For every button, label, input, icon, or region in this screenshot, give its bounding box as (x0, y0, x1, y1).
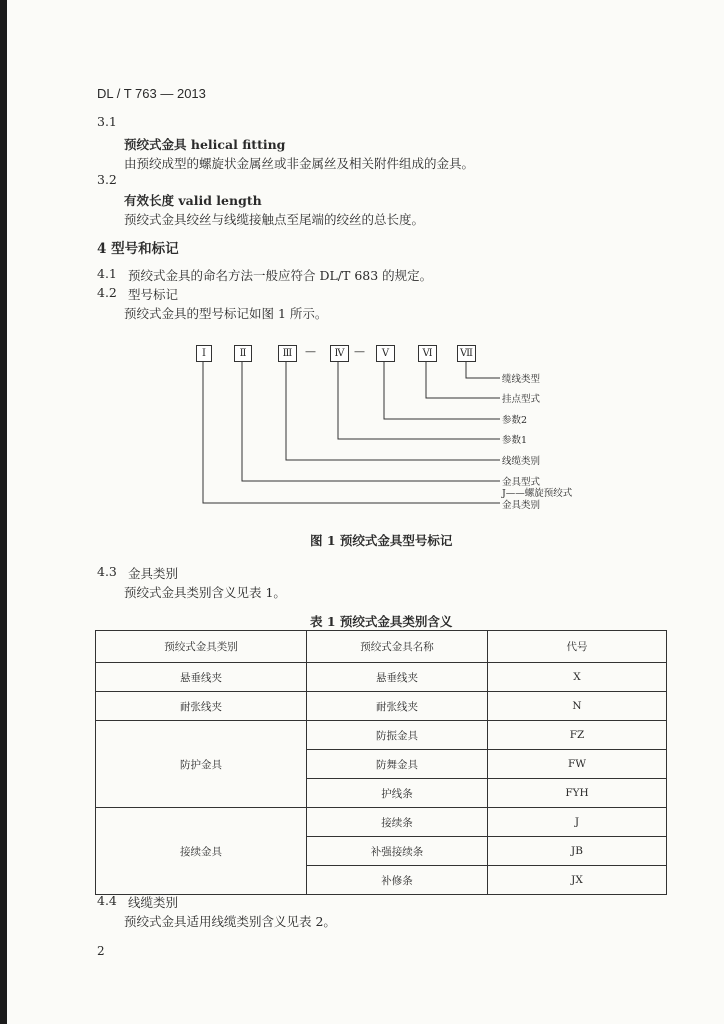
clause-4-3-text: 预绞式金具类别含义见表 1。 (124, 585, 286, 600)
clause-4-1-text: 预绞式金具的命名方法一般应符合 DL/T 683 的规定。 (128, 268, 433, 283)
table-header-name: 预绞式金具名称 (307, 631, 488, 663)
table-cell-code: FYH (488, 779, 667, 808)
box-roman-7: Ⅶ (457, 345, 476, 362)
table-cell-name: 补修条 (307, 866, 488, 895)
clause-3-1-term: 预绞式金具 helical fitting (124, 137, 286, 152)
page-number: 2 (97, 944, 105, 958)
clause-3-2-term: 有效长度 valid length (124, 193, 262, 208)
table-cell-category: 防护金具 (96, 721, 307, 808)
table-1 (95, 630, 667, 895)
box-roman-3: Ⅲ (278, 345, 297, 362)
table-cell-code: JX (488, 866, 667, 895)
table-cell-name: 耐张线夹 (307, 692, 488, 721)
separator-dash-1: — (305, 345, 316, 358)
clause-3-2-definition: 预绞式金具绞丝与线缆接触点至尾端的绞丝的总长度。 (124, 212, 425, 227)
table-row (96, 663, 667, 692)
clause-4-2-number: 4.2 (97, 285, 117, 300)
table-cell-code: N (488, 692, 667, 721)
label-helical-preformed: J——螺旋预绞式 (502, 488, 573, 499)
clause-4-4-title: 线缆类别 (128, 895, 179, 910)
table-cell-code: X (488, 663, 667, 692)
clause-4-2-title: 型号标记 (128, 287, 179, 302)
table-row (96, 692, 667, 721)
table-cell-name: 防振金具 (307, 721, 488, 750)
label-fitting-category: 金具类别 (502, 500, 541, 511)
table-cell-name: 防舞金具 (307, 750, 488, 779)
clause-4-4-text: 预绞式金具适用线缆类别含义见表 2。 (124, 914, 336, 929)
label-parameter-1: 参数1 (502, 435, 528, 446)
table-cell-name: 护线条 (307, 779, 488, 808)
box-roman-6: Ⅵ (418, 345, 437, 362)
table-cell-category: 耐张线夹 (96, 692, 307, 721)
table-cell-code: JB (488, 837, 667, 866)
table-cell-category: 悬垂线夹 (96, 663, 307, 692)
table-header-category: 预绞式金具类别 (96, 631, 307, 663)
label-cable-category: 线缆类别 (502, 456, 541, 467)
clause-4-3-number: 4.3 (97, 564, 117, 579)
separator-dash-2: — (354, 345, 365, 358)
table-1-caption: 表 1 预绞式金具类别含义 (310, 614, 453, 629)
clause-4-3-title: 金具类别 (128, 566, 179, 581)
table-cell-name: 补强接续条 (307, 837, 488, 866)
clause-3-1-definition: 由预绞成型的螺旋状金属丝或非金属丝及相关附件组成的金具。 (124, 156, 475, 171)
label-cable-type: 缆线类型 (502, 374, 541, 385)
box-roman-4: Ⅳ (330, 345, 349, 362)
table-row (96, 808, 667, 837)
table-cell-name: 接续条 (307, 808, 488, 837)
clause-4-4-number: 4.4 (97, 893, 117, 908)
box-roman-1: Ⅰ (196, 345, 212, 362)
box-roman-2: Ⅱ (234, 345, 252, 362)
table-row (96, 721, 667, 750)
label-hanging-point-type: 挂点型式 (502, 394, 541, 405)
box-roman-5: Ⅴ (376, 345, 395, 362)
figure-1-caption: 图 1 预绞式金具型号标记 (310, 533, 453, 548)
section-4-title: 4 型号和标记 (97, 241, 179, 257)
clause-3-2-number: 3.2 (97, 172, 117, 187)
clause-4-1-number: 4.1 (97, 266, 117, 281)
label-parameter-2: 参数2 (502, 415, 528, 426)
clause-4-2-text: 预绞式金具的型号标记如图 1 所示。 (124, 306, 328, 321)
table-cell-code: FW (488, 750, 667, 779)
label-fitting-form: 金具型式 (502, 477, 541, 488)
table-header-code: 代号 (488, 631, 667, 663)
table-cell-code: J (488, 808, 667, 837)
table-cell-name: 悬垂线夹 (307, 663, 488, 692)
table-cell-category: 接续金具 (96, 808, 307, 895)
clause-3-1-number: 3.1 (97, 114, 117, 129)
table-cell-code: FZ (488, 721, 667, 750)
standard-code-header: DL / T 763 — 2013 (97, 86, 206, 101)
